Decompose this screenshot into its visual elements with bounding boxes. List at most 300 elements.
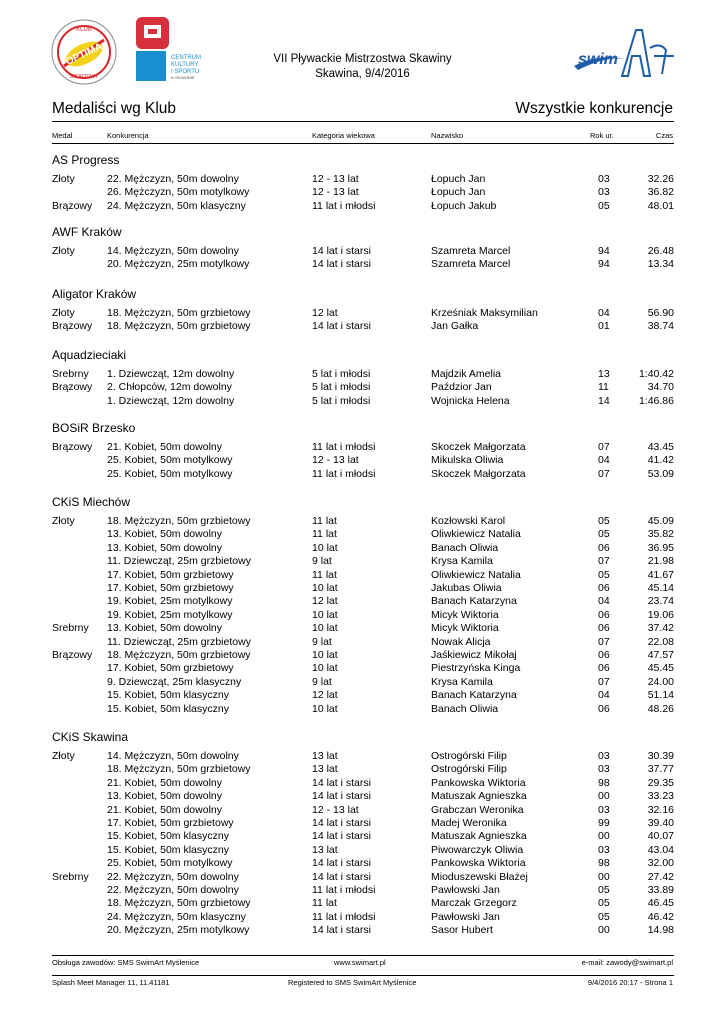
birth-year-cell: 06: [598, 702, 610, 715]
age-category-cell: 10 lat: [312, 662, 338, 675]
age-category-cell: 11 lat i młodsi: [312, 884, 376, 896]
swimmer-name-cell: Marczak Grzegorz: [431, 897, 517, 910]
table-row: [52, 307, 674, 320]
swimmer-name-cell: Nowak Alicja: [431, 635, 491, 648]
birth-year-cell: 04: [598, 454, 610, 467]
swimmer-name-cell: Micyk Wiktoria: [431, 622, 499, 635]
swimmer-name-cell: Jakubas Oliwia: [431, 582, 502, 594]
swimmer-name-cell: Paździor Jan: [431, 381, 492, 394]
swimmer-name-cell: Szamreta Marcel: [431, 258, 511, 271]
birth-year-cell: 07: [598, 555, 610, 568]
swimmer-name-cell: Łopuch Jan: [431, 186, 486, 199]
table-row: [52, 763, 674, 776]
club-heading: AWF Kraków: [52, 225, 122, 239]
table-row: [52, 186, 674, 199]
table-row: [52, 857, 674, 870]
event-cell: 19. Kobiet, 25m motylkowy: [107, 608, 233, 621]
table-row: [52, 649, 674, 662]
event-cell: 25. Kobiet, 50m motylkowy: [107, 857, 233, 870]
table-row: [52, 569, 674, 582]
logo-center-line3: I SPORTU: [171, 69, 200, 75]
swimmer-name-cell: Matuszak Agnieszka: [431, 790, 527, 803]
time-cell: 22.08: [647, 635, 674, 648]
age-category-cell: 12 lat: [312, 307, 338, 319]
age-category-cell: 9 lat: [312, 635, 332, 648]
logo-right-text: swim: [578, 51, 619, 68]
footer-email: e-mail: zawody@swimart.pl: [581, 958, 673, 967]
event-cell: 13. Kobiet, 50m dowolny: [107, 528, 222, 541]
birth-year-cell: 94: [598, 258, 610, 271]
col-header-medal: Medal: [52, 131, 73, 140]
club-heading: Aligator Kraków: [52, 287, 137, 301]
age-category-cell: 14 lat i starsi: [312, 258, 371, 271]
time-cell: 51.14: [647, 689, 674, 702]
time-cell: 36.95: [647, 541, 674, 554]
time-cell: 46.45: [647, 897, 674, 910]
age-category-cell: 10 lat: [312, 541, 338, 554]
event-cell: 14. Mężczyzn, 50m dowolny: [107, 750, 239, 762]
event-cell: 17. Kobiet, 50m grzbietowy: [107, 817, 234, 829]
event-cell: 1. Dziewcząt, 12m dowolny: [107, 368, 235, 380]
event-cell: 13. Kobiet, 50m dowolny: [107, 622, 222, 635]
swimmer-name-cell: Majdzik Amelia: [431, 368, 502, 380]
time-cell: 43.04: [647, 843, 674, 856]
age-category-cell: 5 lat i młodsi: [312, 394, 371, 407]
swimmer-name-cell: Oliwkiewicz Natalia: [431, 528, 521, 541]
birth-year-cell: 07: [598, 675, 610, 688]
age-category-cell: 11 lat: [312, 528, 337, 541]
birth-year-cell: 07: [598, 635, 610, 648]
swimmer-name-cell: Łopuch Jakub: [431, 199, 497, 212]
birth-year-cell: 05: [598, 528, 610, 541]
medal-cell: Brązowy: [52, 381, 93, 394]
swimart-logo: [570, 26, 674, 82]
birth-year-cell: 06: [598, 662, 610, 675]
age-category-cell: 11 lat i młodsi: [312, 467, 376, 480]
medal-cell: Złoty: [52, 173, 75, 185]
column-header-divider: [52, 143, 674, 144]
birth-year-cell: 05: [598, 568, 610, 581]
table-row: [52, 454, 674, 467]
time-cell: 32.26: [647, 173, 674, 185]
birth-year-cell: 03: [598, 173, 610, 185]
age-category-cell: 11 lat: [312, 897, 337, 910]
time-cell: 56.90: [647, 307, 674, 319]
table-row: [52, 258, 674, 271]
birth-year-cell: 00: [598, 790, 610, 803]
event-cell: 26. Mężczyzn, 50m motylkowy: [107, 186, 250, 199]
birth-year-cell: 05: [598, 910, 610, 923]
age-category-cell: 10 lat: [312, 649, 338, 661]
logo-center-line2: KULTURY: [171, 62, 199, 68]
age-category-cell: 14 lat i starsi: [312, 320, 371, 333]
logo-left-bottom-text: SPORTOWY: [69, 74, 99, 80]
ckis-logo: [136, 17, 202, 81]
event-cell: 24. Mężczyzn, 50m klasyczny: [107, 199, 246, 212]
swimmer-name-cell: Oliwkiewicz Natalia: [431, 568, 521, 581]
age-category-cell: 14 lat i starsi: [312, 790, 371, 803]
table-row: [52, 173, 674, 186]
table-row: [52, 555, 674, 568]
table-row: [52, 582, 674, 595]
event-cell: 17. Kobiet, 50m grzbietowy: [107, 662, 234, 675]
medal-cell: Srebrny: [52, 870, 89, 883]
medal-cell: Srebrny: [52, 622, 89, 635]
age-category-cell: 14 lat i starsi: [312, 776, 371, 789]
birth-year-cell: 00: [598, 924, 610, 937]
time-cell: 40.07: [647, 830, 674, 843]
report-scope: Wszystkie konkurencje: [515, 100, 673, 117]
time-cell: 53.09: [647, 467, 674, 480]
age-category-cell: 5 lat i młodsi: [312, 381, 371, 394]
club-heading: CKiS Skawina: [52, 730, 129, 744]
event-cell: 21. Kobiet, 50m dowolny: [107, 776, 222, 789]
event-cell: 18. Mężczyzn, 50m grzbietowy: [107, 515, 251, 527]
time-cell: 35.82: [647, 528, 674, 541]
time-cell: 36.82: [647, 186, 674, 199]
age-category-cell: 12 lat: [312, 595, 338, 608]
footer-website: www.swimart.pl: [334, 958, 386, 967]
medal-cell: Złoty: [52, 750, 75, 762]
birth-year-cell: 03: [598, 843, 610, 856]
event-cell: 20. Mężczyzn, 25m motylkowy: [107, 258, 250, 271]
time-cell: 45.09: [647, 515, 674, 527]
time-cell: 1:40.42: [638, 368, 674, 380]
birth-year-cell: 07: [598, 467, 610, 480]
club-optima-logo: [50, 18, 118, 86]
time-cell: 41.42: [647, 454, 674, 467]
swimmer-name-cell: Krysa Kamila: [431, 675, 493, 688]
table-row: [52, 897, 674, 910]
time-cell: 45.14: [647, 582, 674, 594]
table-row: [52, 542, 674, 555]
age-category-cell: 14 lat i starsi: [312, 817, 371, 829]
table-row: [52, 830, 674, 843]
birth-year-cell: 06: [598, 649, 610, 661]
swimmer-name-cell: Wojnicka Helena: [431, 394, 510, 407]
birth-year-cell: 04: [598, 307, 610, 319]
age-category-cell: 10 lat: [312, 702, 338, 715]
time-cell: 47.57: [647, 649, 674, 661]
swimmer-name-cell: Pankowska Wiktoria: [431, 776, 526, 789]
event-cell: 14. Mężczyzn, 50m dowolny: [107, 245, 239, 257]
age-category-cell: 12 - 13 lat: [312, 173, 359, 185]
event-cell: 22. Mężczyzn, 50m dowolny: [107, 884, 239, 896]
event-cell: 17. Kobiet, 50m grzbietowy: [107, 568, 234, 581]
table-row: [52, 884, 674, 897]
event-cell: 25. Kobiet, 50m motylkowy: [107, 467, 233, 480]
time-cell: 32.16: [647, 803, 674, 816]
age-category-cell: 10 lat: [312, 608, 338, 621]
event-cell: 18. Mężczyzn, 50m grzbietowy: [107, 307, 251, 319]
birth-year-cell: 94: [598, 245, 610, 257]
table-row: [52, 924, 674, 937]
medal-cell: Brązowy: [52, 441, 93, 453]
medal-cell: Brązowy: [52, 199, 93, 212]
time-cell: 32.00: [647, 857, 674, 870]
birth-year-cell: 03: [598, 186, 610, 199]
footer-registration: Registered to SMS SwimArt Myślenice: [288, 978, 417, 987]
age-category-cell: 5 lat i młodsi: [312, 368, 371, 380]
col-header-event: Konkurencja: [107, 131, 149, 140]
time-cell: 37.77: [647, 763, 674, 776]
age-category-cell: 11 lat: [312, 568, 337, 581]
table-row: [52, 804, 674, 817]
competition-date: Skawina, 9/4/2016: [315, 68, 410, 80]
time-cell: 29.35: [647, 776, 674, 789]
logo-center-line4: w SKAWINIE: [171, 75, 195, 80]
event-cell: 18. Mężczyzn, 50m grzbietowy: [107, 649, 251, 661]
swimmer-name-cell: Jan Gałka: [431, 320, 479, 333]
swimmer-name-cell: Ostrogórski Filip: [431, 763, 507, 776]
birth-year-cell: 00: [598, 830, 610, 843]
event-cell: 17. Kobiet, 50m grzbietowy: [107, 582, 234, 594]
col-header-time: Czas: [655, 131, 673, 140]
footer-software: Splash Meet Manager 11, 11.41181: [52, 978, 170, 987]
swimmer-name-cell: Sasor Hubert: [431, 924, 493, 937]
age-category-cell: 12 - 13 lat: [312, 186, 359, 199]
swimmer-name-cell: Krysa Kamila: [431, 555, 493, 568]
time-cell: 38.74: [647, 320, 674, 333]
time-cell: 14.98: [647, 924, 674, 937]
footer-page-info: 9/4/2016 20:17 - Strona 1: [587, 978, 673, 987]
event-cell: 19. Kobiet, 25m motylkowy: [107, 595, 233, 608]
swimmer-name-cell: Pawłowski Jan: [431, 910, 500, 923]
swimmer-name-cell: Banach Katarzyna: [431, 689, 517, 702]
birth-year-cell: 06: [598, 608, 610, 621]
table-row: [52, 662, 674, 675]
heading-divider: [52, 121, 674, 122]
event-cell: 11. Dziewcząt, 25m grzbietowy: [107, 555, 251, 568]
age-category-cell: 13 lat: [312, 843, 338, 856]
age-category-cell: 12 lat: [312, 689, 338, 702]
swimmer-name-cell: Pawłowski Jan: [431, 884, 500, 896]
time-cell: 23.74: [647, 595, 674, 608]
time-cell: 13.34: [647, 258, 674, 271]
age-category-cell: 12 - 13 lat: [312, 803, 359, 816]
swimmer-name-cell: Jaśkiewicz Mikołaj: [431, 649, 517, 661]
birth-year-cell: 03: [598, 803, 610, 816]
event-cell: 2. Chłopców, 12m dowolny: [107, 381, 232, 394]
swimmer-name-cell: Micyk Wiktoria: [431, 608, 499, 621]
table-row: [52, 320, 674, 333]
table-row: [52, 636, 674, 649]
swimmer-name-cell: Pankowska Wiktoria: [431, 857, 526, 870]
birth-year-cell: 05: [598, 515, 610, 527]
medal-cell: Brązowy: [52, 320, 93, 333]
event-cell: 15. Kobiet, 50m klasyczny: [107, 843, 229, 856]
swimmer-name-cell: Piwowarczyk Oliwia: [431, 843, 524, 856]
table-row: [52, 381, 674, 394]
time-cell: 37.42: [647, 622, 674, 635]
table-row: [52, 245, 674, 258]
event-cell: 13. Kobiet, 50m dowolny: [107, 790, 222, 803]
medal-cell: Złoty: [52, 307, 75, 319]
age-category-cell: 11 lat i młodsi: [312, 199, 376, 212]
footer-divider-bottom: [52, 975, 674, 976]
age-category-cell: 10 lat: [312, 582, 338, 594]
medal-cell: Złoty: [52, 515, 75, 527]
time-cell: 43.45: [647, 441, 674, 453]
event-cell: 21. Kobiet, 50m dowolny: [107, 803, 222, 816]
table-row: [52, 609, 674, 622]
medal-cell: Srebrny: [52, 368, 89, 380]
event-cell: 21. Kobiet, 50m dowolny: [107, 441, 222, 453]
table-row: [52, 441, 674, 454]
event-cell: 25. Kobiet, 50m motylkowy: [107, 454, 233, 467]
swimmer-name-cell: Skoczek Małgorzata: [431, 467, 526, 480]
event-cell: 9. Dziewcząt, 25m klasyczny: [107, 675, 242, 688]
table-row: [52, 595, 674, 608]
table-row: [52, 528, 674, 541]
table-row: [52, 911, 674, 924]
time-cell: 30.39: [647, 750, 674, 762]
birth-year-cell: 98: [598, 776, 610, 789]
birth-year-cell: 05: [598, 897, 610, 910]
table-row: [52, 676, 674, 689]
age-category-cell: 14 lat i starsi: [312, 857, 371, 870]
col-header-yob: Rok ur.: [590, 131, 614, 140]
event-cell: 11. Dziewcząt, 25m grzbietowy: [107, 635, 251, 648]
table-row: [52, 368, 674, 381]
time-cell: 27.42: [647, 870, 674, 883]
swimmer-name-cell: Skoczek Małgorzata: [431, 441, 526, 453]
time-cell: 48.01: [647, 199, 674, 212]
event-cell: 13. Kobiet, 50m dowolny: [107, 541, 222, 554]
age-category-cell: 14 lat i starsi: [312, 245, 371, 257]
swimmer-name-cell: Krześniak Maksymilian: [431, 307, 538, 319]
table-row: [52, 468, 674, 481]
birth-year-cell: 14: [598, 394, 610, 407]
birth-year-cell: 05: [598, 199, 610, 212]
club-heading: BOSiR Brzesko: [52, 421, 136, 435]
age-category-cell: 9 lat: [312, 555, 332, 568]
age-category-cell: 11 lat i młodsi: [312, 441, 376, 453]
swimmer-name-cell: Kozłowski Karol: [431, 515, 506, 527]
club-heading: AS Progress: [52, 153, 120, 167]
birth-year-cell: 05: [598, 884, 610, 896]
report-title: Medaliści wg Klub: [52, 100, 177, 117]
table-row: [52, 750, 674, 763]
event-cell: 15. Kobiet, 50m klasyczny: [107, 689, 229, 702]
birth-year-cell: 04: [598, 595, 610, 608]
table-row: [52, 703, 674, 716]
col-header-age: Kategoria wiekowa: [312, 131, 375, 140]
age-category-cell: 11 lat: [312, 515, 337, 527]
time-cell: 26.48: [647, 245, 674, 257]
table-row: [52, 777, 674, 790]
age-category-cell: 9 lat: [312, 675, 332, 688]
birth-year-cell: 04: [598, 689, 610, 702]
swimmer-name-cell: Madej Weronika: [431, 817, 507, 829]
event-cell: 18. Mężczyzn, 50m grzbietowy: [107, 320, 251, 333]
swimmer-name-cell: Banach Oliwia: [431, 541, 499, 554]
col-header-name: Nazwisko: [431, 131, 464, 140]
event-cell: 24. Mężczyzn, 50m klasyczny: [107, 910, 246, 923]
birth-year-cell: 07: [598, 441, 610, 453]
logo-left-mid-text: OPTIMA: [64, 41, 105, 68]
table-row: [52, 817, 674, 830]
event-cell: 18. Mężczyzn, 50m grzbietowy: [107, 763, 251, 776]
time-cell: 46.42: [647, 910, 674, 923]
event-cell: 22. Mężczyzn, 50m dowolny: [107, 870, 239, 883]
age-category-cell: 13 lat: [312, 763, 338, 776]
logo-center-line1: CENTRUM: [171, 55, 201, 61]
event-cell: 15. Kobiet, 50m klasyczny: [107, 830, 229, 843]
swimmer-name-cell: Ostrogórski Filip: [431, 750, 507, 762]
age-category-cell: 14 lat i starsi: [312, 870, 371, 883]
time-cell: 1:46.86: [638, 394, 674, 407]
table-row: [52, 790, 674, 803]
event-cell: 18. Mężczyzn, 50m grzbietowy: [107, 897, 251, 910]
footer-organizer: Obsługa zawodów: SMS SwimArt Myślenice: [52, 958, 200, 967]
birth-year-cell: 13: [598, 368, 610, 380]
swimmer-name-cell: Szamreta Marcel: [431, 245, 511, 257]
swimmer-name-cell: Banach Oliwia: [431, 702, 499, 715]
table-row: [52, 200, 674, 213]
birth-year-cell: 06: [598, 622, 610, 635]
age-category-cell: 10 lat: [312, 622, 338, 635]
birth-year-cell: 03: [598, 763, 610, 776]
swimmer-name-cell: Mioduszewski Błażej: [431, 870, 528, 883]
birth-year-cell: 01: [598, 320, 610, 333]
time-cell: 24.00: [647, 675, 674, 688]
medal-cell: Złoty: [52, 245, 75, 257]
time-cell: 21.98: [647, 555, 674, 568]
event-cell: 22. Mężczyzn, 50m dowolny: [107, 173, 239, 185]
age-category-cell: 14 lat i starsi: [312, 830, 371, 843]
event-cell: 20. Mężczyzn, 25m motylkowy: [107, 924, 250, 937]
medal-cell: Brązowy: [52, 649, 93, 661]
event-cell: 1. Dziewcząt, 12m dowolny: [107, 394, 235, 407]
competition-title: VII Pływackie Mistrzostwa Skawiny: [273, 53, 452, 65]
table-row: [52, 871, 674, 884]
time-cell: 48.26: [647, 702, 674, 715]
logo-left-top-text: KLUB: [76, 27, 92, 33]
club-heading: CKiS Miechów: [52, 495, 131, 509]
swimmer-name-cell: Matuszak Agnieszka: [431, 830, 527, 843]
birth-year-cell: 03: [598, 750, 610, 762]
swimmer-name-cell: Banach Katarzyna: [431, 595, 517, 608]
age-category-cell: 13 lat: [312, 750, 338, 762]
time-cell: 41.67: [647, 568, 674, 581]
age-category-cell: 12 - 13 lat: [312, 454, 359, 467]
swimmer-name-cell: Piestrzyńska Kinga: [431, 662, 521, 675]
time-cell: 19.06: [647, 608, 674, 621]
time-cell: 33.23: [647, 790, 674, 803]
age-category-cell: 11 lat i młodsi: [312, 910, 376, 923]
time-cell: 34.70: [647, 381, 674, 394]
table-row: [52, 395, 674, 408]
time-cell: 33.89: [647, 884, 674, 896]
swimmer-name-cell: Grabczan Weronika: [431, 803, 524, 816]
birth-year-cell: 00: [598, 870, 610, 883]
birth-year-cell: 06: [598, 582, 610, 594]
swimmer-name-cell: Łopuch Jan: [431, 173, 486, 185]
age-category-cell: 14 lat i starsi: [312, 924, 371, 937]
footer-divider-top: [52, 955, 674, 956]
club-heading: Aquadzieciaki: [52, 348, 127, 362]
birth-year-cell: 06: [598, 541, 610, 554]
birth-year-cell: 11: [598, 381, 609, 394]
event-cell: 15. Kobiet, 50m klasyczny: [107, 702, 229, 715]
birth-year-cell: 98: [598, 857, 610, 870]
birth-year-cell: 99: [598, 817, 610, 829]
table-row: [52, 844, 674, 857]
time-cell: 45.45: [647, 662, 674, 675]
time-cell: 39.40: [647, 817, 674, 829]
table-row: [52, 515, 674, 528]
